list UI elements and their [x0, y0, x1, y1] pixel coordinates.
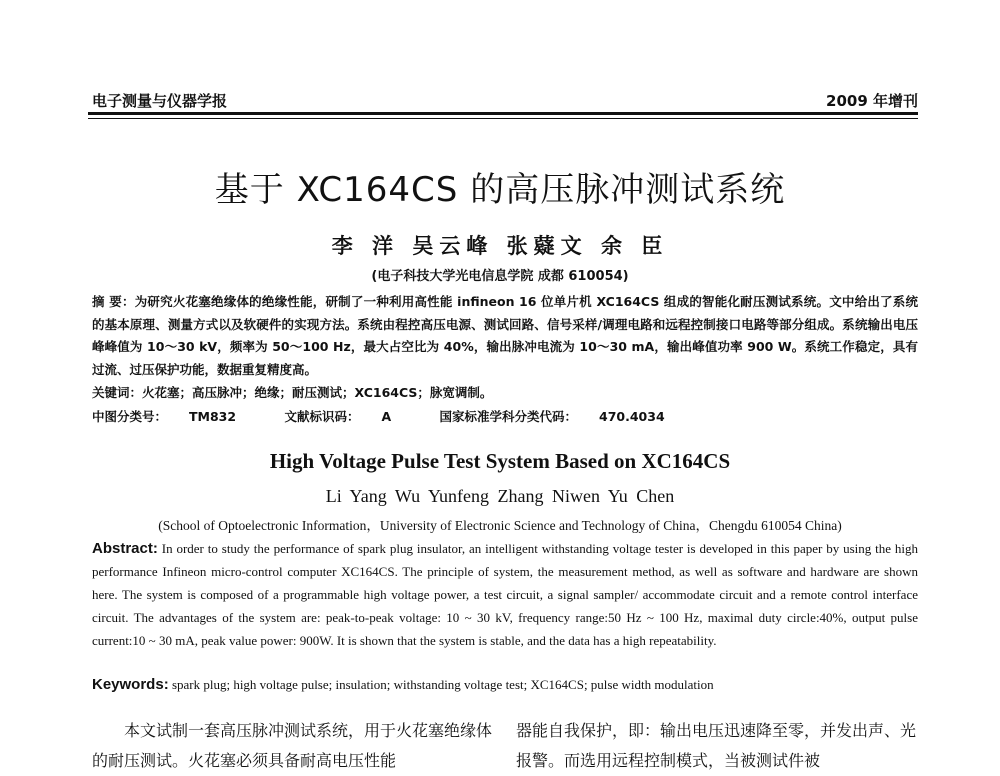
body-column-left: 本文试制一套高压脉冲测试系统，用于火花塞绝缘体的耐压测试。火花塞必须具备耐高电压性能	[92, 721, 493, 770]
header-rule-thin	[88, 118, 918, 119]
doc-code-label: 文献标识码：	[284, 409, 360, 424]
body-column-right: 器能自我保护，即：输出电压迅速降至零，并发出声、光报警。而选用远程控制模式，当被测试件被	[516, 721, 917, 770]
subject-code-value: 470.4034	[599, 409, 665, 424]
subject-code-label: 国家标准学科分类代码：	[439, 409, 578, 424]
subject-code-field	[440, 409, 687, 424]
english-title: High Voltage Pulse Test System Based on XC164CS	[269, 449, 731, 473]
english-keywords	[92, 676, 918, 693]
issue-label: 2009 年增刊	[826, 92, 918, 110]
english-abstract-label: Abstract:	[92, 540, 158, 557]
chinese-keywords-label: 关键词：	[92, 385, 143, 400]
chinese-keywords-text: 火花塞；高压脉冲；绝缘；耐压测试；XC164CS；脉宽调制。	[142, 385, 493, 400]
doc-code-field	[284, 409, 413, 424]
header-rule-thick	[88, 112, 918, 115]
english-authors: Li Yang Wu Yunfeng Zhang Niwen Yu Chen	[325, 486, 675, 506]
english-keywords-text: spark plug; high voltage pulse; insulation; withstanding voltage test; XC164CS; pulse width modulation	[171, 677, 714, 692]
english-keywords-label: Keywords:	[92, 676, 169, 693]
chinese-abstract	[92, 291, 918, 381]
clc-label: 中图分类号：	[92, 409, 168, 424]
english-abstract-text: In order to study the performance of spark plug insulator, an intelligent withstanding voltage tester is developed in this paper by using the high performance Infineon micro-control computer XC164CS. The principle of system, the measurement method, as well as software and hardware are shown here. The system is composed of a programmable high voltage power, a test circuit, a signal sampler/ accommodate circuit and a remote control interface circuit. The advantages of the system are: peak-to-peak voltage: 10 ~ 30 kV, frequency range:50 Hz ~ 100 Hz, maximal duty circle:40%, output pulse current:10 ~ 30 mA, peak value power: 900W. It is shown that the system is stable, and the data has a high repeatability.	[92, 541, 919, 648]
journal-name: 电子测量与仪器学报	[92, 92, 228, 110]
chinese-affiliation: (电子科技大学光电信息学院 成都 610054)	[371, 269, 629, 284]
chinese-authors: 李 洋 吴云峰 张薿文 余 臣	[331, 233, 669, 258]
clc-field	[92, 409, 258, 424]
chinese-keywords	[92, 383, 918, 401]
clc-value: TM832	[189, 409, 237, 424]
chinese-abstract-label: 摘 要：	[92, 294, 135, 309]
english-abstract	[92, 537, 918, 652]
english-affiliation: (School of Optoelectronic Information，University of Electronic Science and Technology of China，Chengdu 610054 China)	[158, 518, 842, 533]
chinese-abstract-text: 为研究火花塞绝缘体的绝缘性能，研制了一种利用高性能 infineon 16 位单片机 XC164CS 组成的智能化耐压测试系统。文中给出了系统的基本原理、测量方式以及软硬件的实现方法。系统由程控高压电源、测试回路、信号采样/调理电路和远程控制接口电路等部分组成。系统输出电压峰峰值为 10～30 kV，频率为 50～100 Hz，最大占空比为 40%，输出脉冲电流为 10～30 mA，输出峰值功率 900 W。系统工作稳定，具有过流、过压保护功能，数据重复精度高。	[92, 294, 918, 377]
chinese-title: 基于 XC164CS 的高压脉冲测试系统	[214, 170, 786, 210]
doc-code-value: A	[381, 409, 392, 424]
classification-line	[92, 407, 709, 425]
